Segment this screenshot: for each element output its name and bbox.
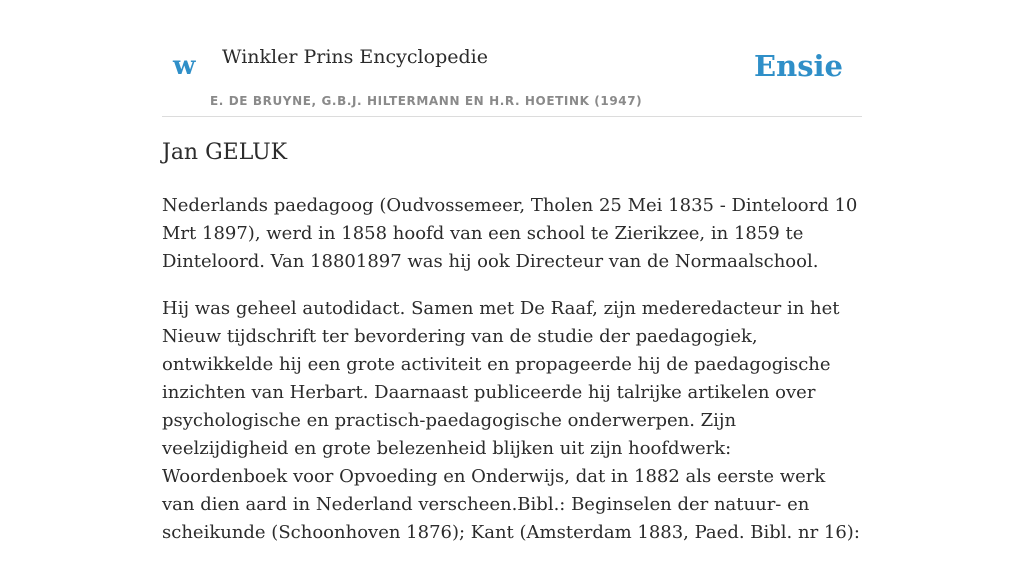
winkler-prins-logo-icon[interactable]: w (173, 51, 196, 81)
book-authors: E. DE BRUYNE, G.B.J. HILTERMANN EN H.R. HOETINK (1947) (210, 94, 643, 108)
article-paragraph: Nederlands paedagoog (Oudvossemeer, Tholen 25 Mei 1835 - Dinteloord 10 Mrt 1897), werd in 1858 hoofd van een school te Zierikzee, in 1859 te Dinteloord. Van 18801897 was hij ook Directeur van de Normaalschool. (162, 195, 858, 272)
article-body (162, 192, 862, 566)
article-title: Jan GELUK (162, 140, 288, 165)
book-title[interactable]: Winkler Prins Encyclopedie (222, 46, 488, 68)
ensie-logo-link[interactable]: Ensie (754, 49, 843, 83)
source-header (162, 0, 862, 117)
article-paragraph: Hij was geheel autodidact. Samen met De Raaf, zijn mederedacteur in het Nieuw tijdschrift ter bevordering van de studie der paedagogiek, ontwikkelde hij een grote activiteit en propageerde hij de paedagogische inzichten van Herbart. Daarnaast publiceerde hij talrijke artikelen over psychologische en practisch-paedagogische onderwerpen. Zijn veelzijdigheid en grote belezenheid blijken uit zijn hoofdwerk: Woordenboek voor Opvoeding en Onderwijs, dat in 1882 als eerste werk van dien aard in Nederland verscheen.Bibl.: Beginselen der natuur- en scheikunde (Schoonhoven 1876); Kant (Amsterdam 1883, Paed. Bibl. nr 16): (162, 298, 860, 543)
page (162, 0, 862, 543)
